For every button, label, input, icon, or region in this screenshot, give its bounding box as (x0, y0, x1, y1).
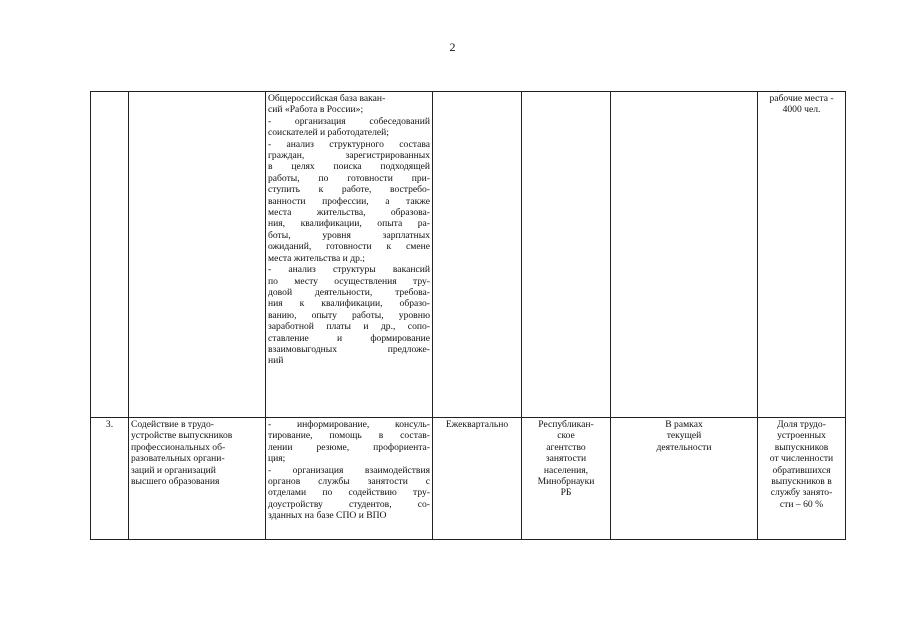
executor-line: занятости (545, 453, 587, 465)
actions-line: ния к квалификации, образо- (268, 298, 430, 310)
indicator-line: от численности (769, 453, 834, 465)
measure-name-cell (129, 92, 266, 418)
indicator-line: рабочие места - (769, 93, 834, 104)
executor-line: населения, (543, 464, 589, 476)
indicator-cell (758, 92, 846, 418)
actions-line: ставление и формирование (268, 332, 430, 344)
actions-line: сий «Работа в России»; (268, 104, 364, 116)
actions-line: ния, квалификации, опыта ра- (268, 218, 430, 230)
financing-line: деятельности (656, 441, 712, 453)
financing-line: В рамках (665, 419, 703, 430)
indicator-line: службу занято- (770, 487, 833, 499)
actions-line: ожиданий, готовности к смене (268, 241, 430, 253)
executor-cell (522, 418, 611, 540)
actions-line: граждан, зарегистрированных (268, 150, 430, 162)
table-row (91, 418, 846, 540)
row-number-cell (91, 92, 129, 418)
indicator-line: Доля трудо- (777, 419, 826, 430)
financing-cell (611, 92, 758, 418)
actions-line: - анализ структуры вакансий (268, 264, 430, 276)
actions-line: - анализ структурного состава (268, 138, 430, 150)
name-line: устройстве выпускников (131, 430, 233, 442)
measure-name-cell (129, 418, 266, 540)
actions-line: лении резюме, профориента- (268, 441, 430, 453)
name-line: разовательных органи- (131, 453, 225, 465)
actions-line: в целях поиска подходящей (268, 161, 430, 173)
actions-line: Общероссийская база вакан- (268, 93, 386, 104)
executor-line: Минобрнауки (537, 476, 595, 488)
financing-line: текущей (666, 430, 702, 442)
actions-line: ция; (268, 453, 286, 465)
actions-line: по месту осуществления тру- (268, 275, 430, 287)
actions-line: соискателей и работодателей; (268, 127, 389, 139)
actions-line: зданных на базе СПО и ВПО (268, 510, 387, 522)
actions-line: места жительства, образова- (268, 207, 430, 219)
actions-line: ступить к работе, востребо- (268, 184, 430, 196)
executor-line: агентство (546, 441, 586, 453)
actions-line: тирование, помощь в состав- (268, 430, 430, 442)
period-cell (433, 92, 522, 418)
actions-line: отделами по содействию тру- (268, 487, 430, 499)
financing-cell (611, 418, 758, 540)
actions-line: - организация собеседований (268, 115, 430, 127)
name-line: заций и организаций (131, 464, 216, 476)
executor-line: ское (557, 430, 575, 442)
page-number: 2 (449, 40, 456, 54)
indicator-line: сти – 60 % (779, 498, 824, 510)
actions-line: заработной платы и др., сопо- (268, 321, 430, 333)
indicator-line: обратившихся (772, 464, 831, 476)
actions-line: работы, по готовности при- (268, 172, 430, 184)
indicator-line: 4000 чел. (782, 104, 821, 116)
executor-cell (522, 92, 611, 418)
indicator-line: устроенных (777, 430, 826, 442)
actions-cell (266, 418, 433, 540)
indicator-line: выпускников в (771, 476, 832, 488)
actions-line: ванности профессии, а также (268, 195, 430, 207)
indicator-line: выпускников (774, 441, 829, 453)
name-line: высшего образования (131, 476, 220, 488)
actions-line: взаимовыгодных предложе- (268, 343, 430, 355)
measures-table (90, 91, 846, 540)
name-line: Содействие в трудо- (131, 419, 214, 430)
executor-line: РБ (560, 487, 572, 499)
executor-line: Республикан- (538, 419, 594, 430)
row-number-cell: 3. (91, 418, 129, 540)
table-row (91, 92, 846, 418)
actions-line: - организация взаимодействия (268, 464, 430, 476)
actions-line: ний (268, 355, 284, 367)
period-cell: Ежеквартально (433, 418, 522, 540)
actions-line: боты, уровня зарплатных (268, 229, 430, 241)
actions-line: ванию, опыту работы, уровню (268, 309, 430, 321)
actions-line: доустройству студентов, со- (268, 498, 430, 510)
name-line: профессиональных об- (131, 441, 226, 453)
actions-line: - информирование, консуль- (268, 419, 430, 430)
actions-line: органов службы занятости с (268, 476, 430, 488)
actions-line: места жительства и др.; (268, 252, 365, 264)
actions-line: довой деятельности, требова- (268, 286, 430, 298)
actions-cell (266, 92, 433, 418)
indicator-cell (758, 418, 846, 540)
